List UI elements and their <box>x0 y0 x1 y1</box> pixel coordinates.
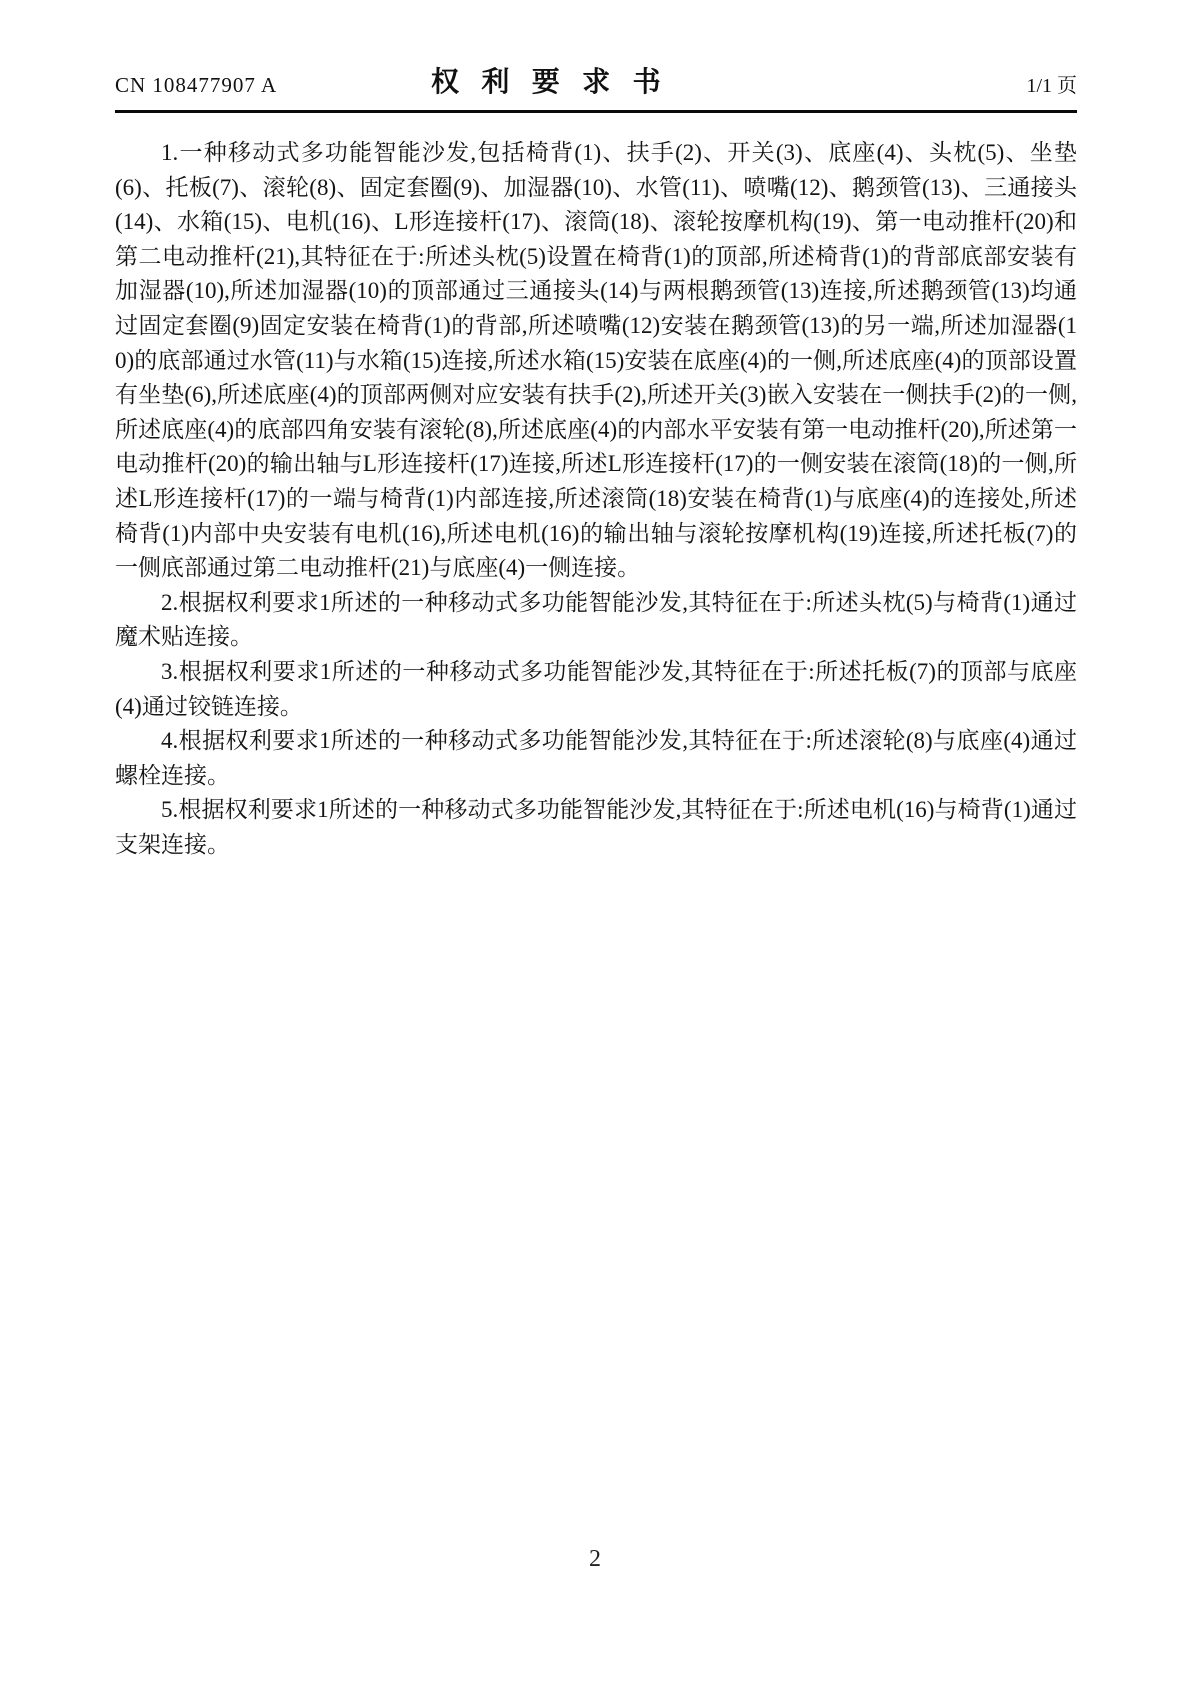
claim-4: 4.根据权利要求1所述的一种移动式多功能智能沙发,其特征在于:所述滚轮(8)与底座(4)通过螺栓连接。 <box>115 728 1077 788</box>
claim-1: 1.一种移动式多功能智能沙发,包括椅背(1)、扶手(2)、开关(3)、底座(4)、头枕(5)、坐垫(6)、托板(7)、滚轮(8)、固定套圈(9)、加湿器(10)、水管(11)、喷嘴(12)、鹅颈管(13)、三通接头(14)、水箱(15)、电机(16)、L形连接杆(17)、滚筒(18)、滚轮按摩机构(19)、第一电动推杆(20)和第二电动推杆(21),其特征在于:所述头枕(5)设置在椅背(1)的顶部,所述椅背(1)的背部底部安装有加湿器(10),所述加湿器(10)的顶部通过三通接头(14)与两根鹅颈管(13)连接,所述鹅颈管(13)均通过固定套圈(9)固定安装在椅背(1)的背部,所述喷嘴(12)安装在鹅颈管(13)的另一端,所述加湿器(10)的底部通过水管(11)与水箱(15)连接,所述水箱(15)安装在底座(4)的一侧,所述底座(4)的顶部设置有坐垫(6),所述底座(4)的顶部两侧对应安装有扶手(2),所述开关(3)嵌入安装在一侧扶手(2)的一侧,所述底座(4)的底部四角安装有滚轮(8),所述底座(4)的内部水平安装有第一电动推杆(20),所述第一电动推杆(20)的输出轴与L形连接杆(17)连接,所述L形连接杆(17)的一侧安装在滚筒(18)的一侧,所述L形连接杆(17)的一端与椅背(1)内部连接,所述滚筒(18)安装在椅背(1)与底座(4)的连接处,所述椅背(1)内部中央安装有电机(16),所述电机(16)的输出轴与滚轮按摩机构(19)连接,所述托板(7)的一侧底部通过第二电动推杆(21)与底座(4)一侧连接。 <box>115 140 1077 581</box>
claim-5: 5.根据权利要求1所述的一种移动式多功能智能沙发,其特征在于:所述电机(16)与椅背(1)通过支架连接。 <box>115 797 1077 857</box>
page-number: 2 <box>589 1546 601 1572</box>
page-indicator: 1/1 页 <box>1026 75 1077 97</box>
document-title: 权利要求书 <box>430 66 683 97</box>
page-header <box>115 64 1077 113</box>
claim-2: 2.根据权利要求1所述的一种移动式多功能智能沙发,其特征在于:所述头枕(5)与椅背(1)通过魔术贴连接。 <box>115 589 1077 650</box>
document-number: CN 108477907 A <box>115 73 278 97</box>
page-footer <box>0 1546 1190 1573</box>
claim-3: 3.根据权利要求1所述的一种移动式多功能智能沙发,其特征在于:所述托板(7)的顶部与底座(4)通过铰链连接。 <box>115 658 1077 719</box>
claims-body <box>115 136 1077 862</box>
